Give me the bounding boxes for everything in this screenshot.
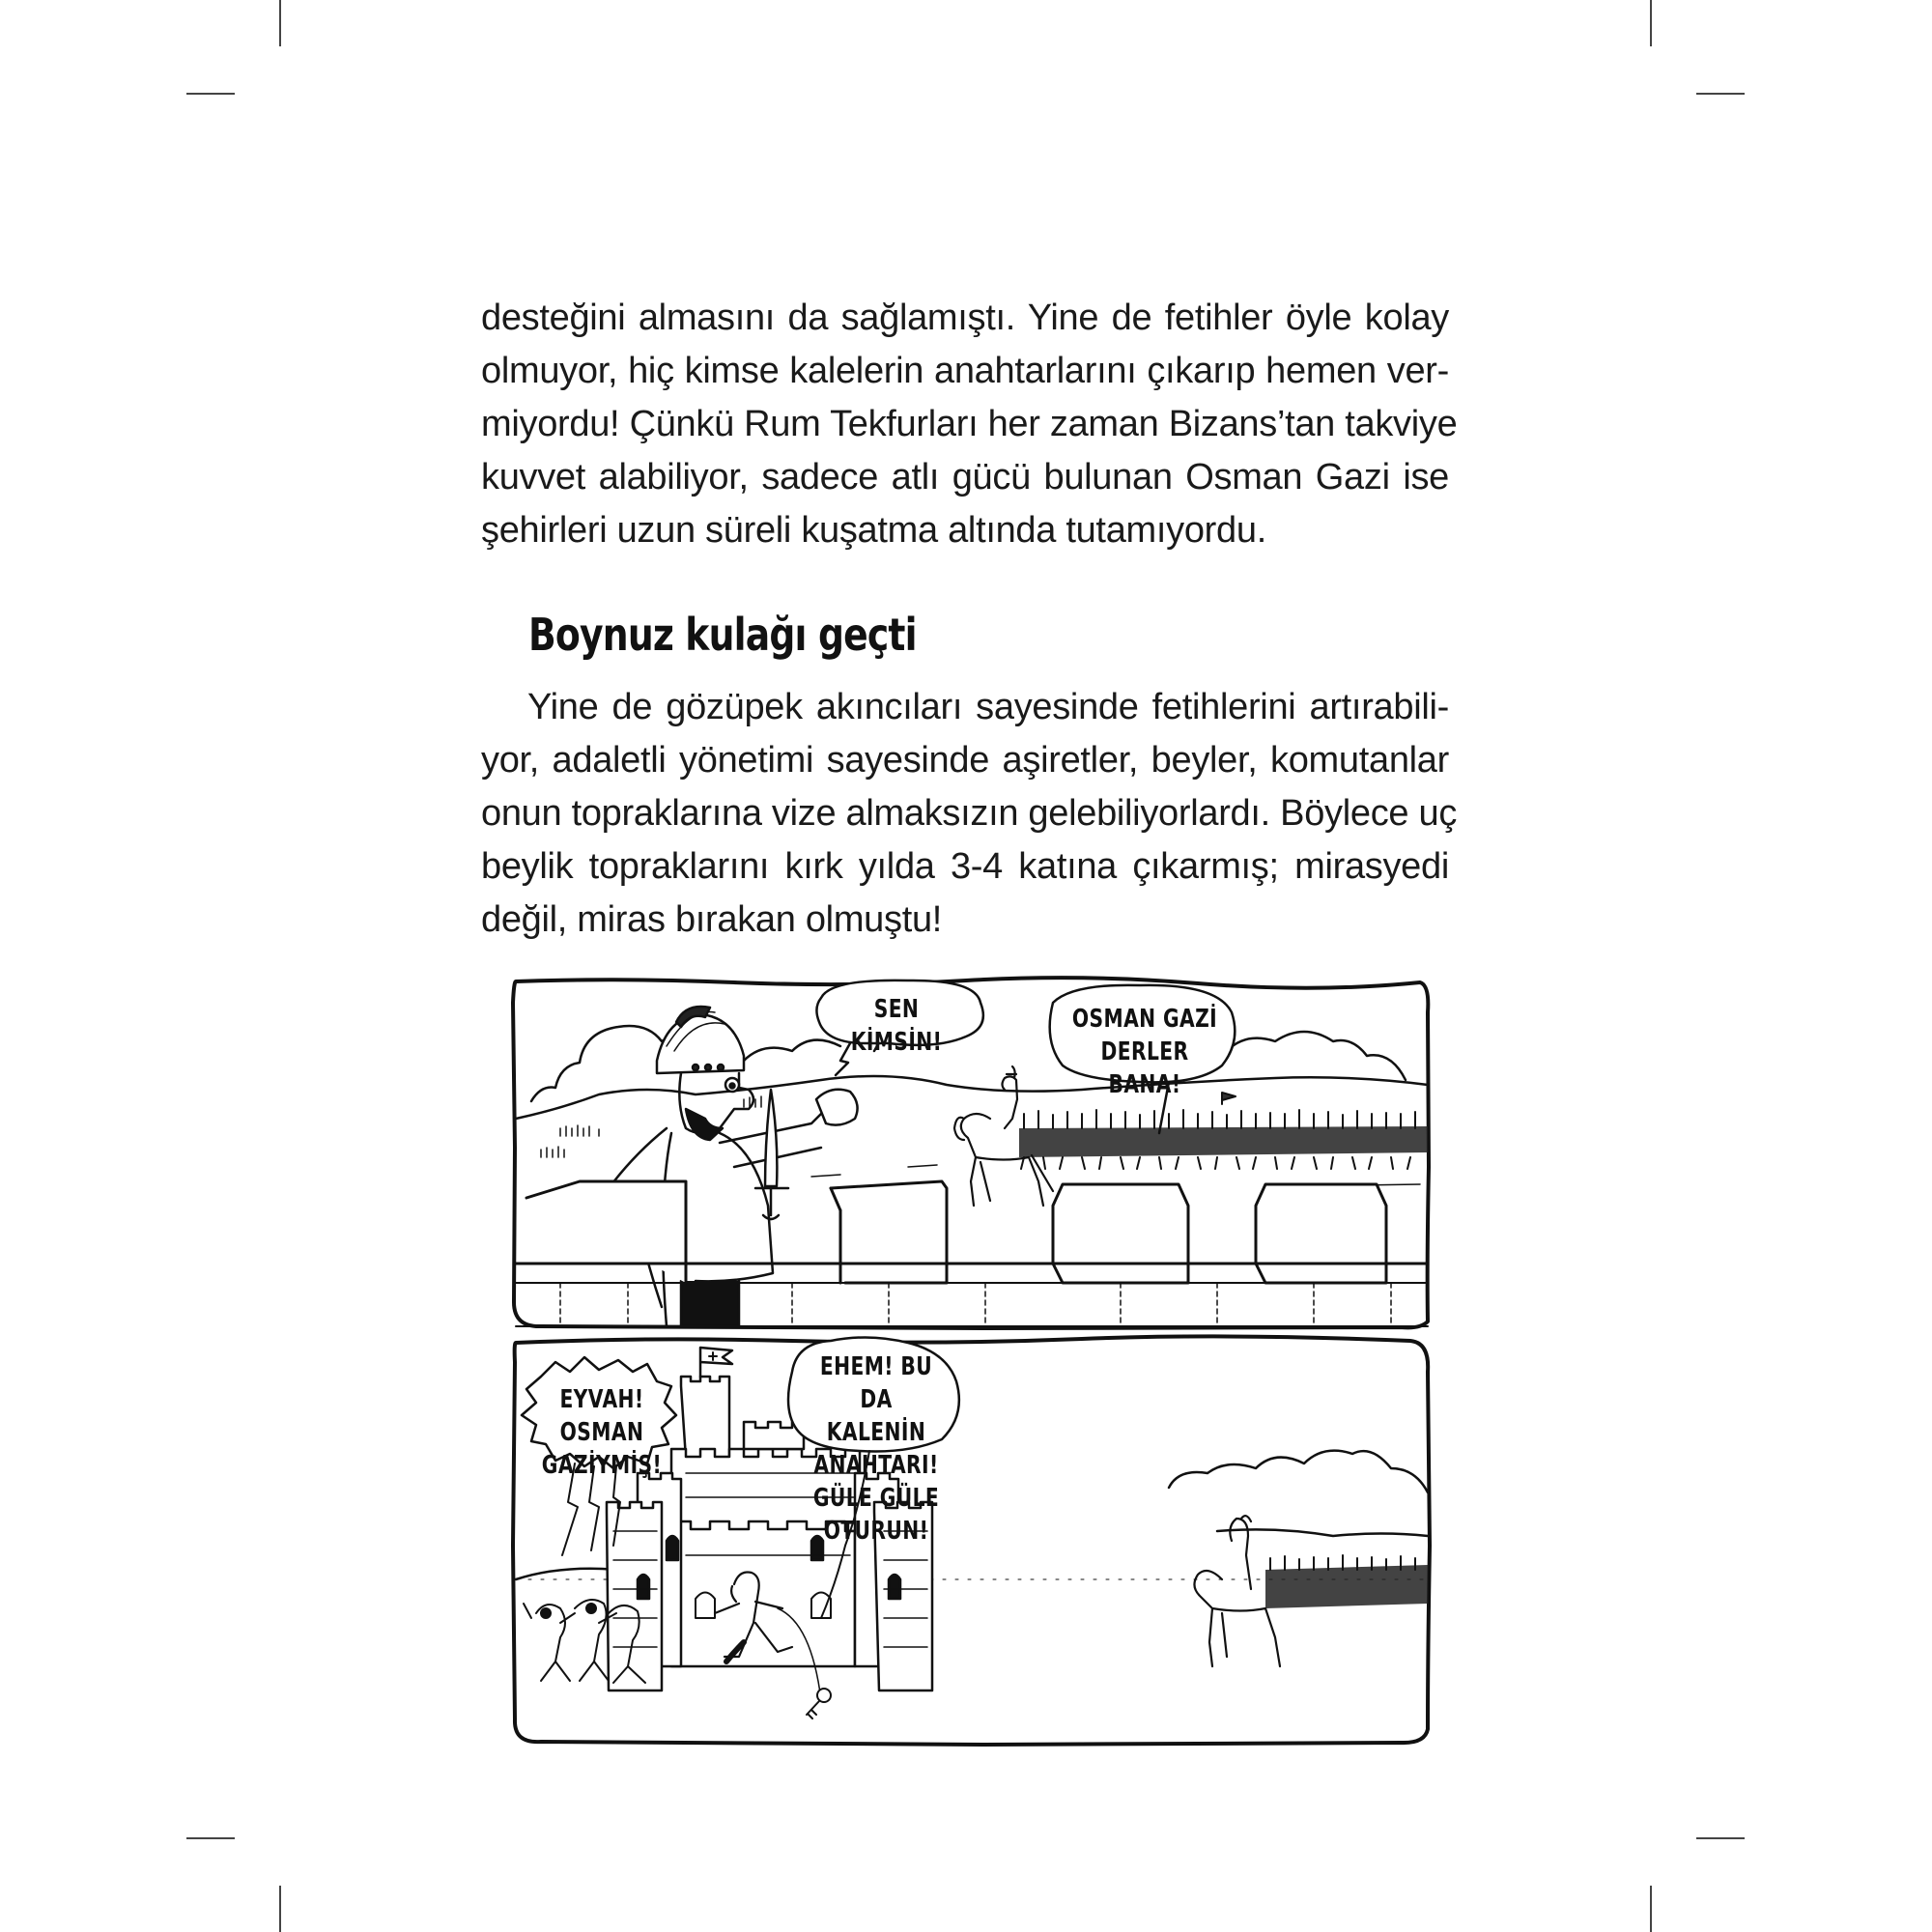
- speech-bubble-anahtar: [801, 1350, 952, 1548]
- crop-mark-bottom-left-horizontal: [186, 1837, 235, 1839]
- helmet: [657, 1014, 744, 1073]
- panel-1-illustration: [502, 974, 1435, 1336]
- sword: [765, 1090, 777, 1186]
- paragraph-line: olmuyor, hiç kimse kalelerin anahtarlarını çıkarıp hemen ver-: [481, 351, 1449, 391]
- byzantine-soldier: [584, 1007, 858, 1326]
- bubble-text-line: SEN KİMSİN!: [850, 995, 943, 1057]
- beard: [686, 1109, 723, 1140]
- speech-bubble-sen-kimsin: [829, 993, 964, 1059]
- cloud-outline: [1169, 1451, 1428, 1492]
- paragraph-line: yor, adaletli yönetimi sayesinde aşiretler, beyler, komutanlar: [481, 740, 1449, 781]
- bubble-text-line: EYVAH!: [559, 1385, 644, 1414]
- bubble-text-line: OSMAN GAZİYMİŞ!: [541, 1418, 663, 1480]
- cloud-outline: [744, 1040, 840, 1061]
- crop-mark-top-right-horizontal: [1696, 93, 1745, 95]
- paragraph-line: Yine de gözüpek akıncıları sayesinde fetihlerini artırabili-: [527, 687, 1449, 727]
- key-icon: [807, 1689, 831, 1719]
- bubble-text-line: GÜLE GÜLE OTURUN!: [812, 1484, 940, 1546]
- paragraph-2: [481, 681, 1458, 947]
- army-silhouettes: [1265, 1555, 1428, 1608]
- speech-bubble-osman-gazi: [1069, 1003, 1220, 1101]
- castle-keep-tower: [681, 1377, 729, 1459]
- paragraph-1: [481, 292, 1458, 557]
- paragraph-line: miyordu! Çünkü Rum Tekfurları her zaman Bizans’tan takviye: [481, 404, 1458, 444]
- comic-panel-1: [502, 974, 1435, 1336]
- section-heading: Boynuz kulağı geçti: [528, 609, 917, 661]
- army-silhouettes: [1019, 1093, 1428, 1169]
- crop-mark-top-left-horizontal: [186, 93, 235, 95]
- paragraph-line: beylik topraklarını kırk yılda 3-4 katına çıkarmış; mirasyedi: [481, 846, 1449, 887]
- castle-flag: [700, 1348, 732, 1377]
- paragraph-line: desteğini almasını da sağlamıştı. Yine de fetihler öyle kolay: [481, 298, 1449, 338]
- crop-mark-bottom-left-vertical: [279, 1886, 281, 1932]
- comic-panel-2: [502, 1333, 1435, 1753]
- paragraph-line: kuvvet alabiliyor, sadece atlı gücü bulunan Osman Gazi ise: [481, 457, 1449, 497]
- castle-battlements: [516, 1181, 1428, 1326]
- cloud-outline: [1227, 1032, 1406, 1080]
- grass-hatching: [541, 1096, 761, 1157]
- crop-mark-top-left-vertical: [279, 0, 281, 46]
- crop-mark-top-right-vertical: [1650, 0, 1652, 46]
- paragraph-line: şehirleri uzun süreli kuşatma altında tutamıyordu.: [481, 510, 1266, 551]
- fist: [816, 1090, 858, 1125]
- paragraph-line: değil, miras bırakan olmuştu!: [481, 899, 943, 940]
- hill-line: [516, 1076, 1428, 1119]
- legs: [681, 1281, 739, 1326]
- bubble-text-line: EHEM! BU DA: [819, 1352, 933, 1414]
- crop-mark-bottom-right-vertical: [1650, 1886, 1652, 1932]
- shout-bubble-eyvah: [538, 1383, 667, 1482]
- bubble-text-line: DERLER BANA!: [1100, 1037, 1189, 1099]
- bubble-text-line: OSMAN GAZİ: [1071, 1005, 1218, 1034]
- paragraph-line: onun topraklarına vize almaksızın gelebiliyorlardı. Böylece uç: [481, 793, 1458, 834]
- crop-mark-bottom-right-horizontal: [1696, 1837, 1745, 1839]
- bubble-text-line: KALENİN ANAHTARI!: [813, 1418, 939, 1480]
- banner-flag: [1222, 1093, 1236, 1104]
